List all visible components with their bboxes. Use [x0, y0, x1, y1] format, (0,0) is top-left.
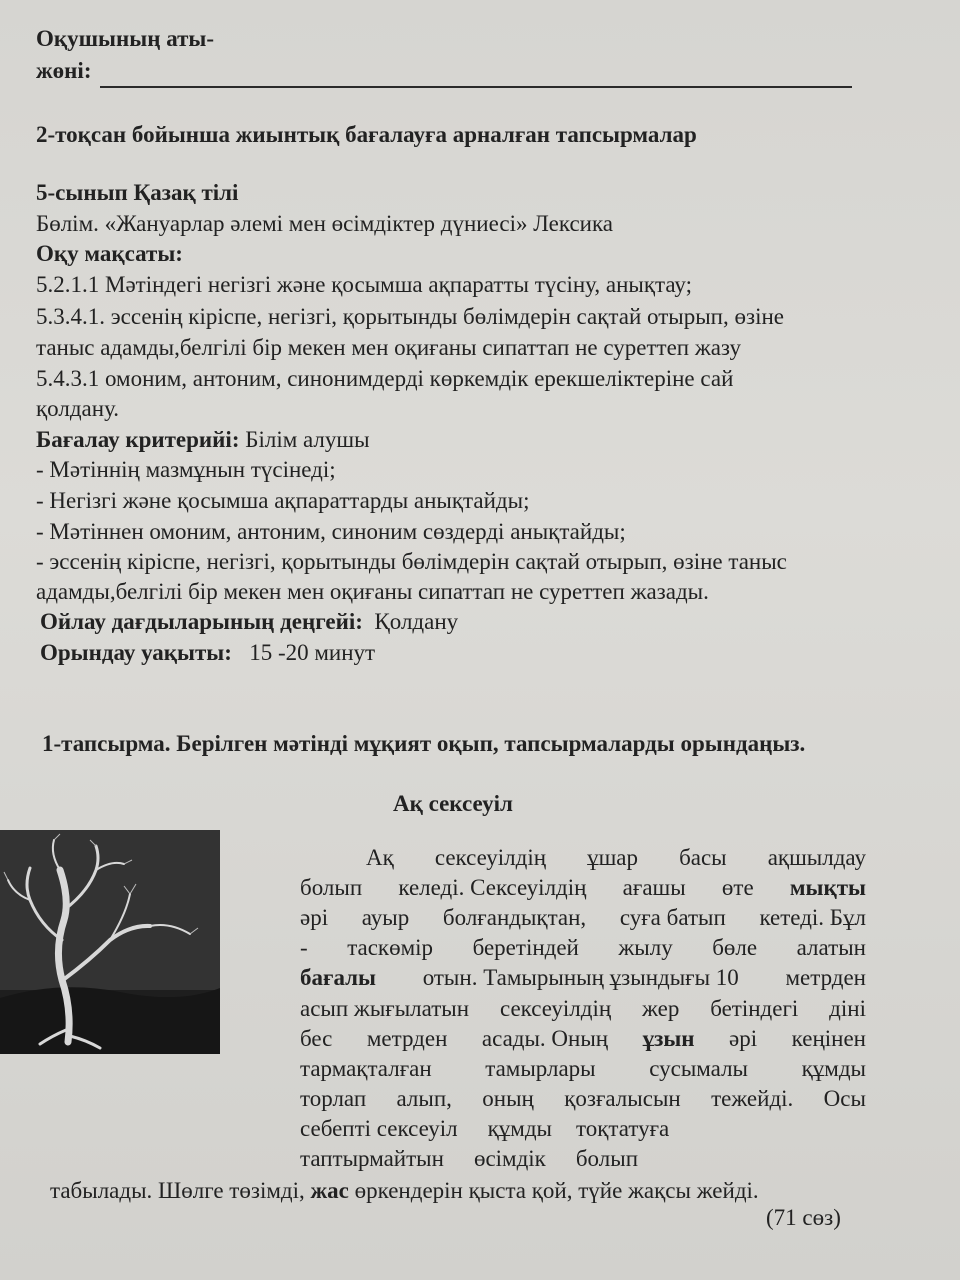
time-label: Орындау уақыты: — [40, 640, 232, 665]
story-word: тежейді. — [711, 1086, 794, 1111]
criteria-line: адамды,белгілі бір мекен мен оқиғаны сипаттап не суреттеп жазады. — [36, 579, 709, 604]
name-label-line2: жөні: — [36, 58, 92, 83]
name-underline[interactable] — [100, 86, 852, 88]
story-word: - — [300, 935, 308, 960]
story-line — [300, 903, 866, 933]
story-word: алатын — [796, 935, 866, 960]
story-word: жылу — [618, 935, 673, 960]
story-word: кетеді. Бұл — [759, 905, 866, 930]
story-title: Ақ сексеуіл — [393, 791, 513, 816]
story-word: метрден — [785, 965, 866, 990]
story-word: болып — [575, 1146, 638, 1171]
class-subject: 5-сынып Қазақ тілі — [36, 180, 239, 205]
story-line — [300, 963, 866, 993]
story-word: тамырлары — [485, 1056, 596, 1081]
goal-line: 5.4.3.1 омоним, антоним, синонимдерді көркемдік ерекшеліктеріне сай — [36, 366, 734, 391]
story-line — [300, 1144, 866, 1174]
story-word: сексеуілдің — [434, 845, 547, 870]
story-word: оның — [482, 1086, 534, 1111]
story-line — [300, 1114, 866, 1144]
story-word: тоқтатуға — [576, 1116, 670, 1141]
story-word: болып — [300, 875, 363, 900]
story-word: суға батып — [619, 905, 726, 930]
saxaul-tree-image — [0, 830, 220, 1054]
story-word: себепті сексеуіл — [300, 1116, 458, 1141]
goal-line: 5.2.1.1 Мәтіндегі негізгі және қосымша ақпаратты түсіну, анықтау; — [36, 272, 692, 297]
story-word: кеңінен — [791, 1026, 866, 1051]
criteria-line: - Мәтіннің мазмұнын түсінеді; — [36, 457, 336, 482]
time-value: 15 -20 минут — [249, 640, 376, 665]
thinking-level — [40, 607, 458, 637]
story-word: ұзын — [642, 1026, 695, 1051]
story-line — [300, 1054, 866, 1084]
story-line-final — [50, 1176, 759, 1206]
goal-line: 5.3.4.1. эссенің кіріспе, негізгі, қорытынды бөлімдерін сақтай отырып, өзіне — [36, 304, 784, 329]
story-word: табылады. Шөлге төзімді, — [50, 1178, 305, 1203]
story-word: алып, — [396, 1086, 452, 1111]
story-word: ағашы — [622, 875, 686, 900]
task-1-instruction: 1-тапсырма. Берілген мәтінді мұқият оқып, тапсырмаларды орындаңыз. — [42, 731, 806, 756]
story-word: сексеуілдің — [499, 996, 612, 1021]
story-word: ақшылдау — [767, 845, 866, 870]
story-line — [300, 1024, 866, 1054]
story-word: асады. Оның — [481, 1026, 609, 1051]
criteria-heading-tail: Білім алушы — [239, 427, 370, 452]
story-word: діні — [829, 996, 866, 1021]
story-word: мықты — [789, 875, 866, 900]
story-line — [300, 1084, 866, 1114]
story-word: сусымалы — [649, 1056, 749, 1081]
criteria-line: - Мәтіннен омоним, антоним, синоним сөздерді анықтайды; — [36, 519, 626, 544]
story-word: Ақ — [366, 845, 394, 870]
story-word: отын. Тамырының ұзындығы 10 — [422, 965, 739, 990]
story-word: бөле — [712, 935, 758, 960]
story-line — [300, 873, 866, 903]
criteria-line: - Негізгі және қосымша ақпараттарды анықтайды; — [36, 488, 530, 513]
section-line: Бөлім. «Жануарлар әлемі мен өсімдіктер дүниесі» Лексика — [36, 211, 614, 236]
story-word: өсімдік — [473, 1146, 546, 1171]
story-word: басы — [679, 845, 727, 870]
criteria-heading: Бағалау критерийі: — [36, 427, 240, 452]
page-title: 2-тоқсан бойынша жиынтық бағалауға арналған тапсырмалар — [36, 122, 697, 147]
story-word: бес — [300, 1026, 333, 1051]
story-word: бетіндегі — [710, 996, 799, 1021]
criteria-line: - эссенің кіріспе, негізгі, қорытынды бөлімдерін сақтай отырып, өзіне таныс — [36, 549, 787, 574]
thinking-label: Ойлау дағдыларының деңгейі: — [40, 609, 363, 634]
story-word: құмды — [487, 1116, 552, 1141]
story-word: әрі — [300, 905, 329, 930]
story-word: өркендерін қыста қой, түйе жақсы жейді. — [354, 1178, 759, 1203]
story-word: беретіндей — [472, 935, 579, 960]
story-word: торлап — [300, 1086, 367, 1111]
goals-heading: Оқу мақсаты: — [36, 241, 183, 266]
story-word: Осы — [823, 1086, 866, 1111]
goal-line: таныс адамды,белгілі бір мекен мен оқиғаны сипаттап не суреттеп жазу — [36, 335, 742, 360]
story-word: асып жығылатын — [300, 996, 470, 1021]
story-word: өте — [721, 875, 754, 900]
story-word: бағалы — [300, 965, 377, 990]
story-word: таптырмайтын — [300, 1146, 444, 1171]
story-word: жер — [642, 996, 680, 1021]
story-line — [300, 933, 866, 963]
story-word: жас — [310, 1178, 349, 1203]
story-word: ауыр — [361, 905, 410, 930]
criteria-heading-line — [36, 425, 370, 455]
story-word: тармақталған — [300, 1056, 432, 1081]
goal-line: қолдану. — [36, 396, 120, 421]
story-line — [300, 843, 866, 873]
story-word: құмды — [801, 1056, 866, 1081]
story-word: таскөмір — [347, 935, 434, 960]
story-word: болғандықтан, — [442, 905, 587, 930]
story-word: метрден — [366, 1026, 448, 1051]
story-word: қозғалысын — [564, 1086, 681, 1111]
time-line — [40, 638, 375, 668]
story-line — [300, 994, 866, 1024]
word-count: (71 сөз) — [766, 1205, 841, 1230]
story-word: әрі — [729, 1026, 758, 1051]
thinking-value: Қолдану — [374, 609, 459, 634]
name-label-line1: Оқушының аты- — [36, 26, 215, 51]
story-word: келеді. Сексеуілдің — [398, 875, 587, 900]
story-word: ұшар — [587, 845, 639, 870]
